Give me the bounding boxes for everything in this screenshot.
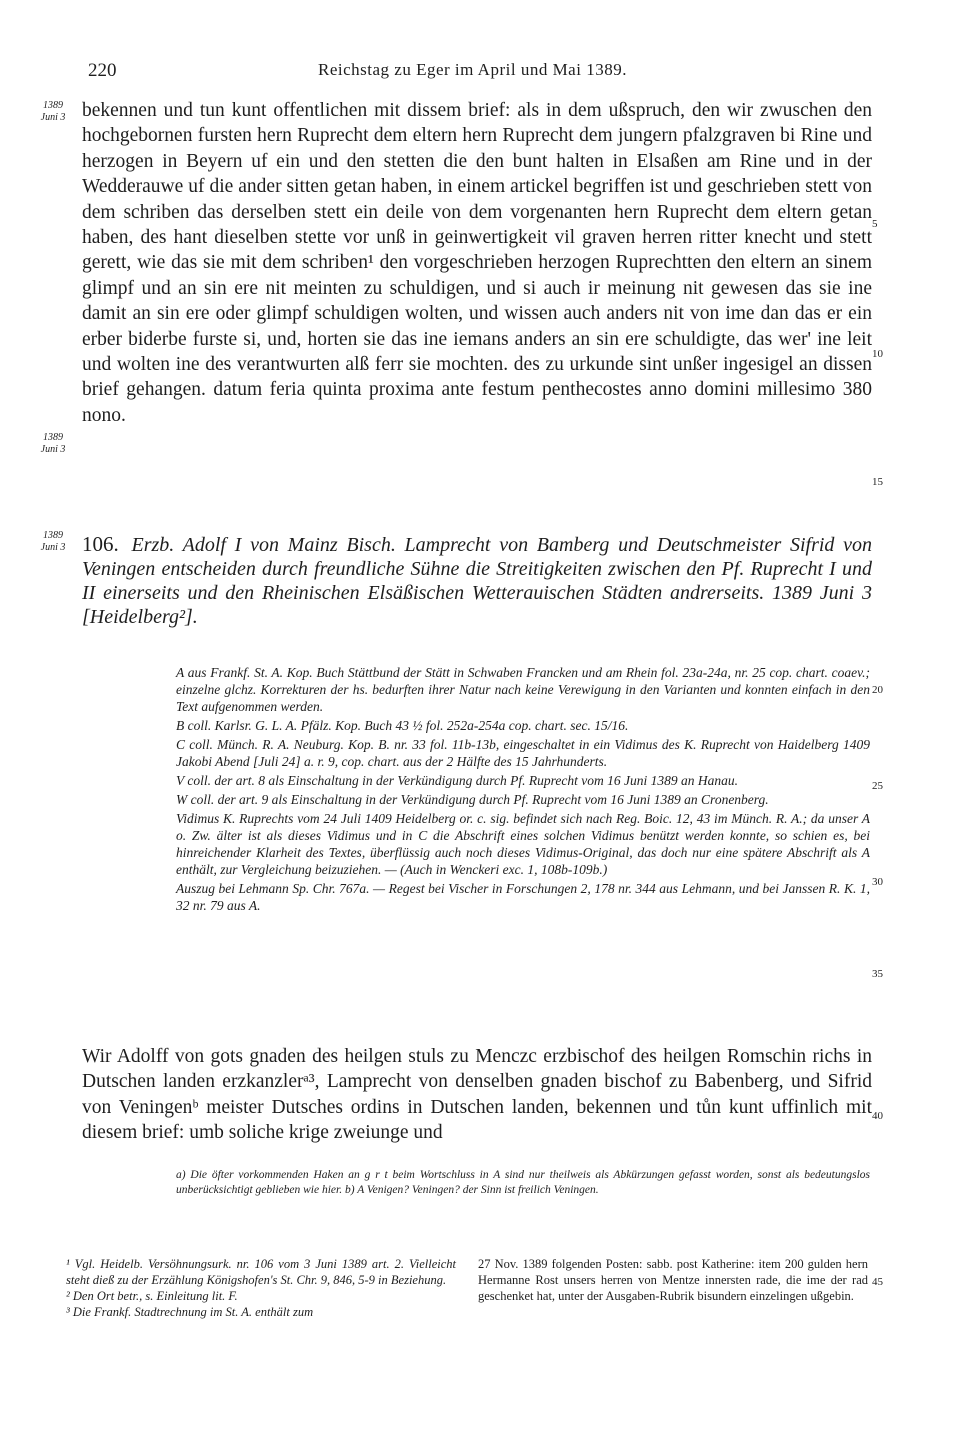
source-entry: Auszug bei Lehmann Sp. Chr. 767a. — Regest bei Vischer in Forschungen 2, 178 nr. 344 aus Lehmann, und bei Janssen R. K. 1, 32 nr. 79 aus A. (176, 881, 870, 913)
source-entry: W coll. der art. 9 als Einschaltung in der Verkündigung durch Pf. Ruprecht vom 16 Juni 1389 an Cronenberg. (176, 792, 769, 807)
running-title: Reichstag zu Eger im April und Mai 1389. (318, 60, 627, 79)
line-number: 5 (872, 218, 878, 230)
margin-date (28, 530, 78, 554)
line-number: 30 (872, 876, 883, 888)
variant-note: a) Die öfter vorkommenden Haken an g r t beim Wortschluss in A sind nur theilweis als Abkürzungen gefasst worden, sonst als bedeutungslos unberücksichtigt geblieben wie hier. b) A Venigen? Veningen? der Sinn ist freilich Veningen. (176, 1169, 870, 1196)
footnote: ¹ Vgl. Heidelb. Versöhnungsurk. nr. 106 vom 3 Juni 1389 art. 2. Vielleicht steht dieß zu der Erzählung Königshofen's St. Chr. 9, 846, 5-9 in Beziehung. (66, 1257, 456, 1287)
source-entry: A aus Frankf. St. A. Kop. Buch Stättbund der Stätt in Schwaben Francken und am Rhein fol. 23a-24a, nr. 25 cop. chart. coaev.; einzelne glchz. Korrekturen der hs. bedurften ihrer Natur nach keine Verewigung in den Varianten und konnten einfach in den Text aufgenommen werden. (176, 665, 870, 714)
document-heading (82, 532, 872, 629)
document-number: 106. (82, 532, 119, 556)
page-number: 220 (88, 60, 117, 81)
footnote: ³ Die Frankf. Stadtrechnung im St. A. enthält zum (66, 1305, 314, 1319)
margin-date-day: Juni 3 (40, 112, 66, 123)
margin-date-day: Juni 3 (40, 542, 66, 553)
line-number: 35 (872, 968, 883, 980)
line-number: 15 (872, 476, 883, 488)
margin-date-year: 1389 (43, 432, 63, 443)
margin-date-year: 1389 (43, 530, 63, 541)
footnotes-right-column (478, 1256, 868, 1304)
source-entry: V coll. der art. 8 als Einschaltung in der Verkündigung durch Pf. Ruprecht vom 16 Juni 1389 an Hanau. (176, 773, 738, 788)
continuation-text (82, 98, 872, 428)
margin-date (28, 432, 78, 456)
line-number: 10 (872, 348, 883, 360)
line-number: 25 (872, 780, 883, 792)
line-number: 20 (872, 684, 883, 696)
footnote: ² Den Ort betr., s. Einleitung lit. F. (66, 1289, 238, 1303)
line-number: 40 (872, 1110, 883, 1122)
margin-date-year: 1389 (43, 100, 63, 111)
margin-date-day: Juni 3 (40, 444, 66, 455)
continuation-paragraph: bekennen und tun kunt offentlichen mit dissem brief: als in dem ußspruch, den wir zwuschen den hochgebornen fursten hern Ruprecht dem eltern hern Ruprecht dem jungern pfalzgraven bi Rine und herzogen in Beyern uf ein und den stetten die den bunt halten in Elsaßen am Rine und in der Wedderauwe uf die ander sitten getan haben, in einem artickel begriffen ist und geschrieben stett von dem schriben das derselben stett ein deile von dem vorgenanten hern Ruprecht dem eltern getan haben, des hant dieselben stette vor unß in geinwertigkeit vil graven herren ritter knecht und stett gerett, wie das sie mit dem schriben¹ den vorgeschrieben herzogen Ruprechtten den eltern an sinem glimpf und an sin ere nit meinten zu schuldigen, und si auch ir meinung nit gewesen das sie ine damit an sin ere oder glimpf schuldigen wolten, und wissen auch anders nit von ime dan das er ein erber biderbe furste si, und, horten sie das ine iemans anders an sin ere schuldigte, das wer' ine leit und wolten ine des verantwurten alß ferr sie mochten. des zu urkunde sint unßer ingesigel an dissen brief gehangen. datum feria quinta proxima ante festum penthecostes anno domini millesimo 380 nono. (82, 100, 872, 426)
source-entry: Vidimus K. Ruprechts vom 24 Juli 1409 Heidelberg or. c. sig. befindet sich nach Reg. Boic. 12, 43 im Münch. R. A.; da unser A o. Zw. älter ist als dieses Vidimus und in C die Abschrift eines solchen Vidimus benützt werden konnte, so schien es, bei hinreichender Klarheit des Textes, überflüssig auch noch dieses Vidimus-Original, das doch nur eine spätere Abschrift als A enthält, zur Vergleichung beizuziehen. — (Auch in Wenckeri exc. 1, 108b-109b.) (176, 811, 870, 877)
source-entry: C coll. Münch. R. A. Neuburg. Kop. B. nr. 33 fol. 11b-13b, eingeschaltet in ein Vidimus des K. Ruprecht von Haidelberg 1409 Jakobi Abend [Juli 24] a. r. 9, cop. chart. aus der 2 Hälfte des 15 Jahrhunderts. (176, 737, 870, 769)
margin-date (28, 100, 78, 124)
variant-notes (176, 1168, 870, 1198)
source-apparatus (176, 664, 870, 914)
footnote-continuation: 27 Nov. 1389 folgenden Posten: sabb. post Katherine: item 200 gulden hern Hermanne Rost unsers herren von Mentze innersten rade, die ime der rad geschenket hat, unter der Ausgaben-Rubrik bisundern einzelingen ußgebin. (478, 1257, 868, 1303)
document-paragraph: Wir Adolff von gots gnaden des heilgen stuls zu Menczc erzbischof des heilgen Romschin richs in Dutschen landen erzkanzlerᵃ³, Lamprecht von denselben gnaden bischof zu Babenberg, und Sifrid von Veningenᵇ meister Dutsches ordins in Dutschen landen, bekennen und tůn kunt uffinlich mit diesem brief: umb soliche krige zweiunge und (82, 1046, 872, 1144)
footnotes-left-column (66, 1256, 456, 1320)
page-header (88, 60, 868, 84)
document-text (82, 1044, 872, 1146)
line-number: 45 (872, 1276, 883, 1288)
source-entry: B coll. Karlsr. G. L. A. Pfälz. Kop. Buch 43 ½ fol. 252a-254a cop. chart. sec. 15/16. (176, 718, 629, 733)
document-heading-text: Erzb. Adolf I von Mainz Bisch. Lamprecht von Bamberg und Deutschmeister Sifrid von Veningen entscheiden durch freundliche Sühne die Streitigkeiten zwischen den Pf. Ruprecht I und II einerseits und den Rheinischen Elsäßischen Wetterauischen Städten andrerseits. 1389 Juni 3 [Heidelberg²]. (82, 534, 873, 628)
